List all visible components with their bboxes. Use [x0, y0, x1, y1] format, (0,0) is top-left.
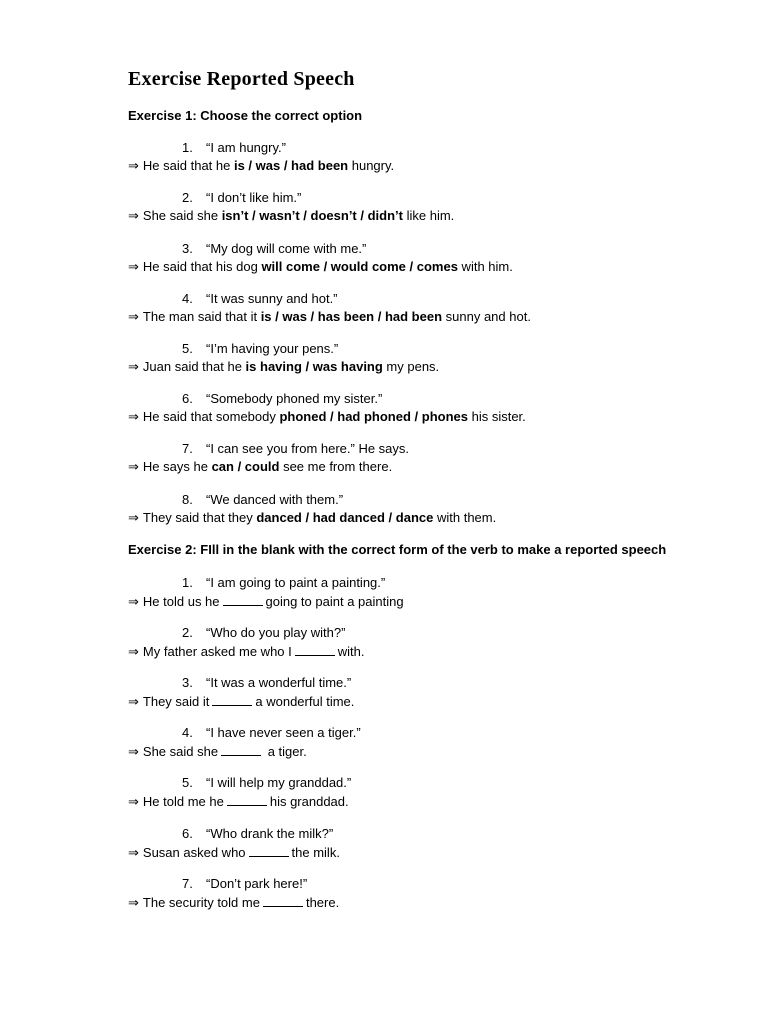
answer-pre: He said that his dog: [142, 259, 262, 274]
answer-pre: He told us he: [142, 594, 220, 609]
item-number: 3.: [182, 675, 193, 690]
exercise2-item: [128, 674, 354, 710]
answer-options: is / was / had been: [233, 158, 349, 173]
answer-pre: He says he: [142, 459, 212, 474]
arrow-icon: ⇒: [128, 845, 139, 860]
answer-pre: They said that they: [142, 510, 257, 525]
quote: “We danced with them.”: [206, 492, 344, 507]
answer-pre: My father asked me who I: [142, 644, 292, 659]
item-number: 2.: [182, 190, 193, 205]
answer-blank[interactable]: [212, 692, 252, 706]
answer-post: there.: [305, 895, 340, 910]
answer-post: going to paint a painting: [265, 594, 404, 609]
item-number: 1.: [182, 575, 193, 590]
item-number: 3.: [182, 241, 193, 256]
answer-post: the milk.: [291, 845, 340, 860]
exercise1-item: [128, 290, 531, 326]
exercise1-item: [128, 240, 513, 276]
arrow-icon: ⇒: [128, 259, 139, 274]
quote: “I have never seen a tiger.”: [206, 725, 361, 740]
quote: “Who do you play with?”: [206, 625, 346, 640]
arrow-icon: ⇒: [128, 644, 139, 659]
answer-post: a wonderful time.: [255, 694, 355, 709]
answer-blank[interactable]: [263, 893, 303, 907]
quote: “Somebody phoned my sister.”: [206, 391, 383, 406]
exercise1-item: [128, 340, 439, 376]
answer-options: isn’t / wasn’t / doesn’t / didn’t: [221, 208, 403, 223]
answer-options: will come / would come / comes: [261, 259, 458, 274]
arrow-icon: ⇒: [128, 309, 139, 324]
arrow-icon: ⇒: [128, 895, 139, 910]
answer-pre: The security told me: [142, 895, 260, 910]
arrow-icon: ⇒: [128, 158, 139, 173]
answer-blank[interactable]: [295, 642, 335, 656]
exercise2-heading: Exercise 2: FIll in the blank with the correct form of the verb to make a reported speech: [128, 542, 667, 557]
answer-pre: The man said that it: [142, 309, 261, 324]
answer-post: with him.: [457, 259, 513, 274]
quote: “I am going to paint a painting.”: [206, 575, 386, 590]
exercise1-item: [128, 440, 410, 476]
answer-post: hungry.: [348, 158, 395, 173]
exercise1-item: [128, 491, 496, 527]
quote: “It was sunny and hot.”: [206, 291, 338, 306]
exercise2-item: [128, 624, 364, 660]
answer-options: danced / had danced / dance: [256, 510, 434, 525]
item-number: 6.: [182, 826, 193, 841]
exercise1-item: [128, 139, 394, 175]
exercise2-item: [128, 774, 352, 810]
answer-post: his granddad.: [269, 794, 349, 809]
item-number: 2.: [182, 625, 193, 640]
item-number: 5.: [182, 775, 193, 790]
answer-post: a tiger.: [264, 744, 307, 759]
item-number: 1.: [182, 140, 193, 155]
arrow-icon: ⇒: [128, 694, 139, 709]
answer-post: with them.: [433, 510, 497, 525]
answer-options: can / could: [211, 459, 280, 474]
quote: “I can see you from here.” He says.: [206, 441, 410, 456]
answer-blank[interactable]: [249, 843, 289, 857]
exercise2-item: [128, 825, 340, 861]
exercise2-item: [128, 875, 339, 911]
quote: “I will help my granddad.”: [206, 775, 352, 790]
arrow-icon: ⇒: [128, 409, 139, 424]
answer-post: his sister.: [467, 409, 526, 424]
arrow-icon: ⇒: [128, 510, 139, 525]
answer-options: phoned / had phoned / phones: [279, 409, 468, 424]
answer-blank[interactable]: [223, 592, 263, 606]
quote: “I don’t like him.”: [206, 190, 302, 205]
answer-options: is having / was having: [245, 359, 383, 374]
answer-options: is / was / has been / had been: [260, 309, 443, 324]
arrow-icon: ⇒: [128, 794, 139, 809]
quote: “Who drank the milk?”: [206, 826, 334, 841]
page-title: Exercise Reported Speech: [128, 68, 355, 90]
answer-pre: She said she: [142, 744, 219, 759]
answer-post: with.: [337, 644, 365, 659]
answer-post: like him.: [402, 208, 455, 223]
answer-pre: He said that somebody: [142, 409, 280, 424]
item-number: 6.: [182, 391, 193, 406]
quote: “Don’t park here!”: [206, 876, 308, 891]
answer-pre: Juan said that he: [142, 359, 246, 374]
arrow-icon: ⇒: [128, 459, 139, 474]
answer-pre: Susan asked who: [142, 845, 246, 860]
item-number: 4.: [182, 291, 193, 306]
item-number: 8.: [182, 492, 193, 507]
answer-post: sunny and hot.: [442, 309, 531, 324]
exercise1-item: [128, 390, 526, 426]
answer-blank[interactable]: [227, 792, 267, 806]
exercise1-item: [128, 189, 454, 225]
exercise1-heading: Exercise 1: Choose the correct option: [128, 108, 363, 123]
answer-pre: She said she: [142, 208, 222, 223]
arrow-icon: ⇒: [128, 359, 139, 374]
exercise2-item: [128, 574, 404, 610]
item-number: 5.: [182, 341, 193, 356]
quote: “My dog will come with me.”: [206, 241, 367, 256]
item-number: 7.: [182, 876, 193, 891]
quote: “I am hungry.”: [206, 140, 286, 155]
answer-pre: He said that he: [142, 158, 234, 173]
answer-post: my pens.: [382, 359, 440, 374]
quote: “It was a wonderful time.”: [206, 675, 352, 690]
arrow-icon: ⇒: [128, 744, 139, 759]
item-number: 4.: [182, 725, 193, 740]
quote: “I’m having your pens.”: [206, 341, 339, 356]
answer-post: see me from there.: [279, 459, 393, 474]
arrow-icon: ⇒: [128, 594, 139, 609]
answer-pre: They said it: [142, 694, 210, 709]
answer-blank[interactable]: [221, 742, 261, 756]
exercise2-item: [128, 724, 361, 760]
item-number: 7.: [182, 441, 193, 456]
arrow-icon: ⇒: [128, 208, 139, 223]
answer-pre: He told me he: [142, 794, 224, 809]
